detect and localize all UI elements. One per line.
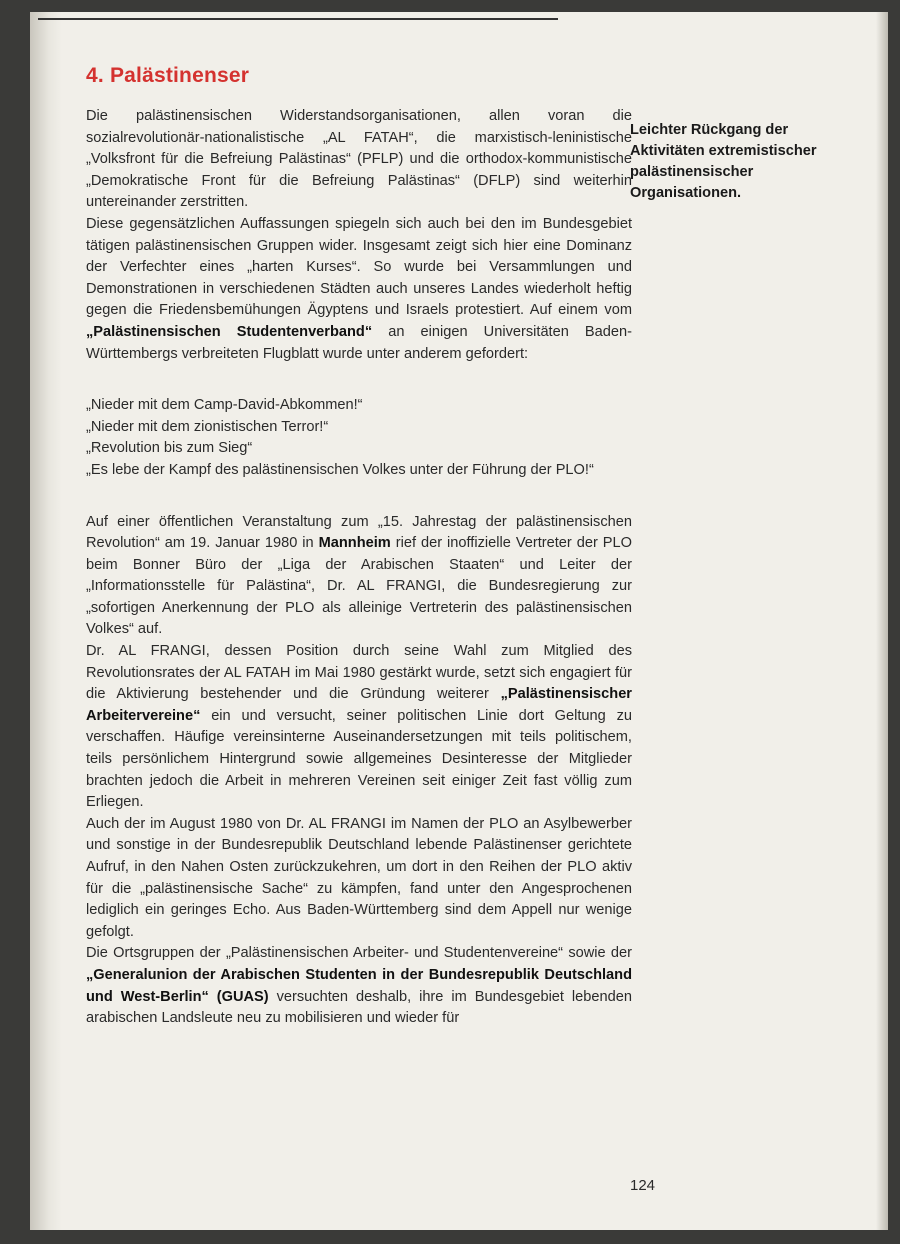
paragraph-4-text-a: Dr. AL FRANGI, dessen Position durch seine Wahl zum Mitglied des Revolutionsrates der AL FATAH im Mai 1980 gestärkt wurde, setzt sich engagiert für die Aktivierung bestehender und die Gründung weiterer: [86, 643, 632, 703]
quote-item: „Revolution bis zum Sieg“: [86, 440, 253, 457]
paragraph-6-bold-org: „Generalunion der Arabischen Studenten in der Bundesrepublik Deutschland und West-Berlin“ (GUAS): [86, 966, 632, 1005]
main-text-column: [86, 56, 632, 1030]
paragraph-4-text-c: ein und versucht, seiner politischen Linie dort Geltung zu verschaffen. Häufige vereinsinterne Auseinandersetzungen mit teils politischem, teils persönlichem Hintergrund sowie allgemeines Desinteresse der Mitglieder brachten jedoch die Arbeit in mehreren Vereinen seit einiger Zeit fast völlig zum Erliegen.: [86, 707, 632, 811]
paragraph-2-text-a: Diese gegensätzlichen Auffassungen spiegeln sich auch bei den im Bundesgebiet tätigen palästinensischen Gruppen wider. Insgesamt zeigt sich hier eine Dominanz der Verfechter eines „harten Kurses“. So wurde bei Versammlungen und Demonstrationen in verschiedenen Städten auch unseres Landes wiederholt heftig gegen die Friedensbemühungen Ägyptens und Israels protestiert. Auf einem vom: [86, 215, 632, 319]
paragraph-3-text-c: rief der inoffizielle Vertreter der PLO beim Bonner Büro der „Liga der Arabischen Staaten“ und Leiter der „Informationsstelle für Palästina“, Dr. AL FRANGI, die Bundesregierung zur „sofortigen Anerkennung der PLO als alleinige Vertreterin des palästinensischen Volkes“ auf.: [86, 535, 632, 638]
paragraph-6-text-a: Die Ortsgruppen der „Palästinensischen Arbeiter- und Studentenvereine“ sowie der: [86, 945, 632, 962]
paragraph-3-bold-city: Mannheim: [318, 535, 391, 552]
page-outer-edge: [876, 12, 888, 1230]
section-heading: 4. Palästinenser: [86, 64, 250, 87]
paragraph-2: [86, 214, 632, 365]
document-page: [30, 12, 888, 1230]
paragraph-2-text-c: an einigen Universitäten Baden-Württembergs verbreiteten Flugblatt wurde unter anderem gefordert:: [86, 323, 632, 362]
paragraph-5: Auch der im August 1980 von Dr. AL FRANGI im Namen der PLO an Asylbewerber und sonstige in der Bundesrepublik Deutschland lebende Palästinenser gerichtete Aufruf, in den Nahen Osten zurückzukehren, um dort in den Reihen der PLO aktiv für die „palästinensische Sache“ zu kämpfen, fand unter den Angesprochenen lediglich ein geringes Echo. Aus Baden-Württemberg sind dem Appell nur wenige gefolgt.: [86, 815, 632, 940]
paragraph-2-bold-org: „Palästinensischen Studentenverband“: [86, 323, 373, 340]
quote-item: „Nieder mit dem Camp-David-Abkommen!“: [86, 397, 363, 414]
paragraph-6-text-c: versuchten deshalb, ihre im Bundesgebiet lebenden arabischen Landsleute neu zu mobilisieren und wieder für: [86, 988, 632, 1027]
paragraph-4-bold-org: „Palästinensischer Arbeitervereine“: [86, 686, 632, 724]
margin-note: Leichter Rückgang der Aktivitäten extremistischer palästinensischer Organisationen.: [630, 122, 817, 201]
page-number: 124: [630, 1177, 656, 1194]
top-rule: [38, 18, 558, 20]
quote-item: „Es lebe der Kampf des palästinensischen Volkes unter der Führung der PLO!“: [86, 461, 594, 478]
quote-list: [86, 395, 632, 481]
paragraph-3-text-a: Auf einer öffentlichen Veranstaltung zum „15. Jahrestag der palästinensischen Revolution“ am 19. Januar 1980 in: [86, 513, 632, 552]
quote-item: „Nieder mit dem zionistischen Terror!“: [86, 418, 329, 435]
paragraph-4: [86, 641, 632, 814]
paragraph-1: Die palästinensischen Widerstandsorganisationen, allen voran die sozialrevolutionär-nationalistische „AL FATAH“, die marxistisch-leninistische „Volksfront für die Befreiung Palästinas“ (PFLP) und die orthodox-kommunistische „Demokratische Front für die Befreiung Palästinas“ (DFLP) sind weiterhin untereinander zerstritten.: [86, 108, 632, 211]
paragraph-3: [86, 512, 632, 642]
page-binding-edge: [30, 12, 62, 1230]
paragraph-6: [86, 943, 632, 1029]
